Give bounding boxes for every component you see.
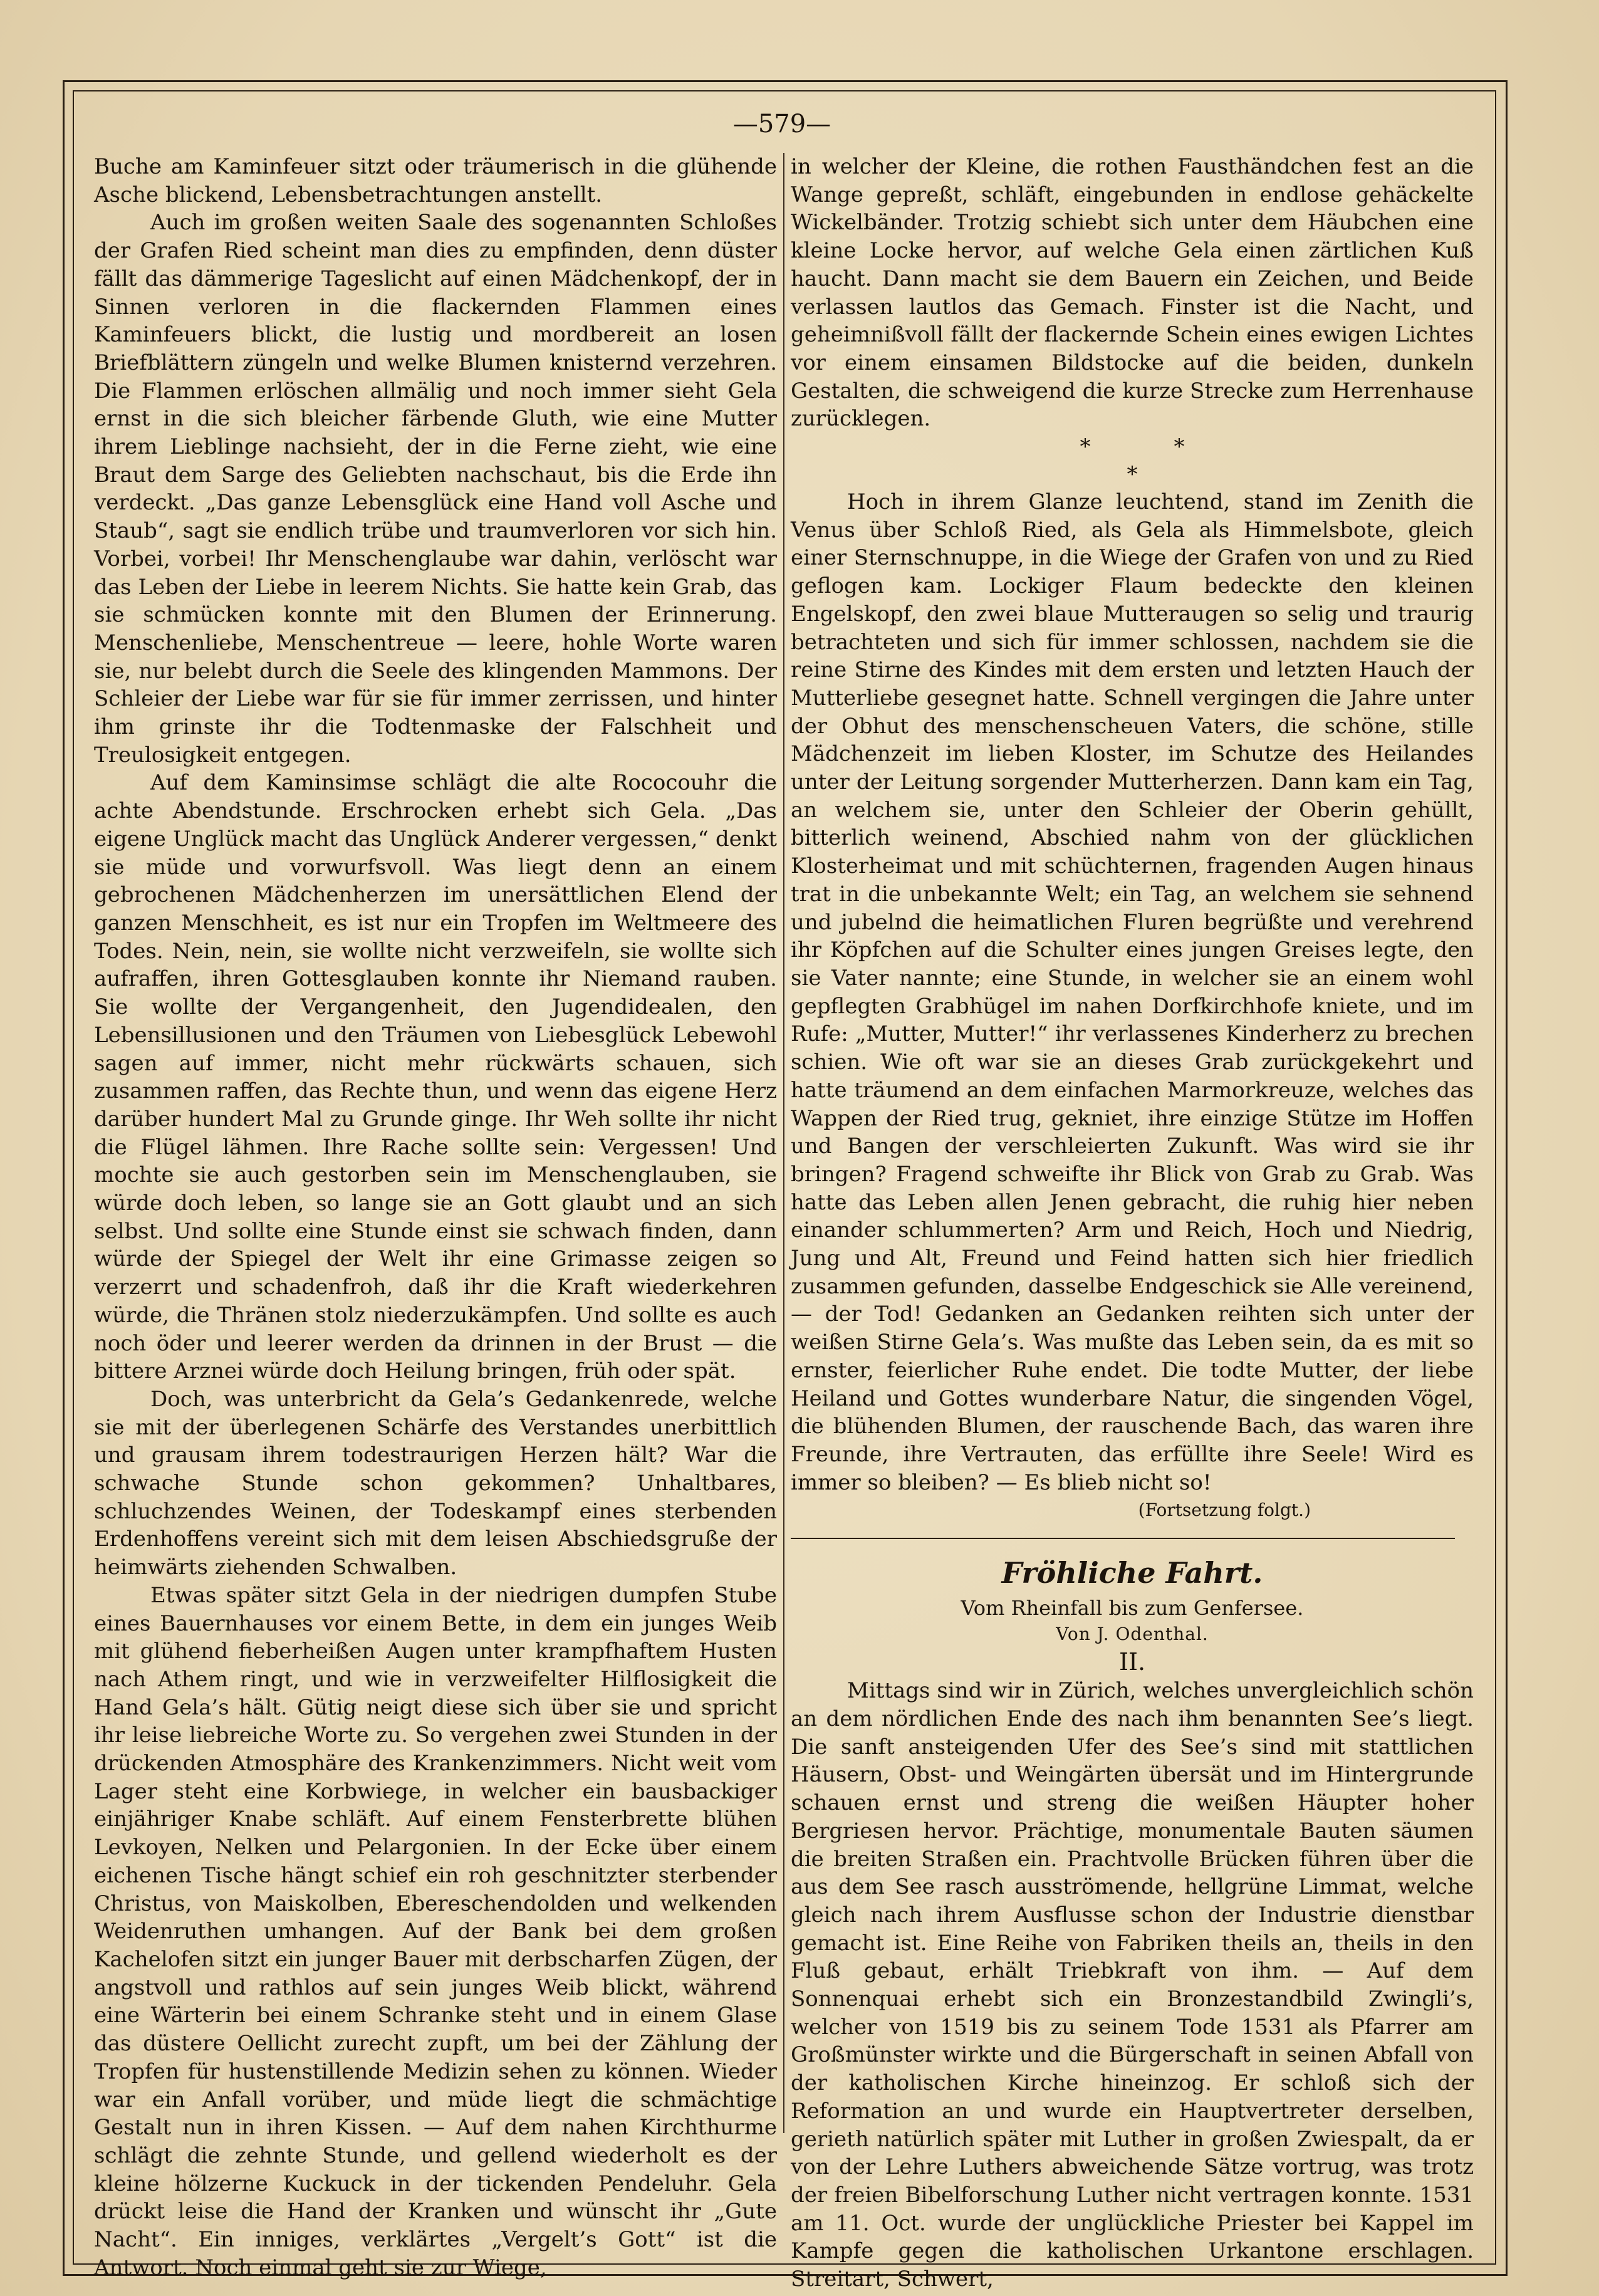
article-subtitle: Vom Rheinfall bis zum Genfersee.	[961, 1596, 1304, 1620]
paragraph: Mittags sind wir in Zürich, welches unvergleichlich schön an dem nördlichen Ende des nach ihm benannten See’s liegt. Die sanft ansteigenden Ufer des See’s sind mit stattlichen Häusern, Obst- und Weingärten übersät und im Hintergrunde schauen ernst und streng die weißen Häupter hoher Bergriesen hervor. Prächtige, monumentale Bauten säumen die breiten Straßen ein. Prachtvolle Brücken führen über die aus dem See rasch ausströmende, hellgrüne Limmat, welche gleich nach ihrem Ausflusse schon der Industrie dienstbar gemacht ist. Eine Reihe von Fabriken theils an, theils in den Fluß gebaut, erhält Triebkraft von ihm. — Auf dem Sonnenquai erhebt sich ein Bronzestandbild Zwingli’s, welcher von 1519 bis zu seinem Tode 1531 als Pfarrer am Großmünster wirkte und die Bürgerschaft in seinen Abfall von der katholischen Kirche hineinzog. Er schloß sich der Reformation an und wurde ein Hauptvertreter derselben, gerieth natürlich später mit Luther in großen Zwiespalt, da er von der Lehre Luthers abweichende Sätze vortrug, was trotz der freien Bibelforschung Luther nicht vertragen konnte. 1531 am 11. Oct. wurde der unglückliche Priester bei Kappel im Kampfe gegen die katholischen Urkantone erschlagen. Streitart, Schwert,	[791, 1678, 1474, 2292]
right-column	[791, 153, 1474, 2292]
continuation-note: (Fortsetzung folgt.)	[1138, 1500, 1311, 1521]
paragraph: Buche am Kaminfeuer sitzt oder träumerisch in die glühende Asche blickend, Lebensbetrachtungen anstellt.	[94, 154, 777, 207]
paragraph: Auch im großen weiten Saale des sogenannten Schloßes der Grafen Ried scheint man dies zu empfinden, denn düster fällt das dämmerige Tageslicht auf einen Mädchenkopf, der in Sinnen verloren in die flackernden Flammen eines Kaminfeuers blickt, die lustig und mordbereit an losen Briefblättern züngeln und welke Blumen knisternd verzehren. Die Flammen erlöschen allmälig und noch immer sieht Gela ernst in die sich bleicher färbende Gluth, wie eine Mutter ihrem Lieblinge nachsieht, der in die Ferne zieht, wie eine Braut dem Sarge des Geliebten nachschaut, bis die Erde ihn verdeckt. „Das ganze Lebensglück eine Hand voll Asche und Staub“, sagt sie endlich trübe und traumverloren vor sich hin. Vorbei, vorbei! Ihr Menschenglaube war dahin, verlöscht war das Leben der Liebe in leerem Nichts. Sie hatte kein Grab, das sie schmücken konnte mit den Blumen der Erinnerung. Menschenliebe, Menschentreue — leere, hohle Worte waren sie, nur belebt durch die Seele des klingenden Mammons. Der Schleier der Liebe war für sie für immer zerrissen, und hinter ihm grinste ihr die Todtenmaske der Falschheit und Treulosigkeit entgegen.	[94, 210, 777, 768]
paragraph: Auf dem Kaminsimse schlägt die alte Rococouhr die achte Abendstunde. Erschrocken erhebt sich Gela. „Das eigene Unglück macht das Unglück Anderer vergessen,“ denkt sie müde und vorwurfsvoll. Was liegt denn an einem gebrochenen Mädchenherzen im unersättlichen Elend der ganzen Menschheit, es ist nur ein Tropfen im Weltmeere des Todes. Nein, nein, sie wollte nicht verzweifeln, sie wollte sich aufraffen, ihren Gottesglauben konnte ihr Niemand rauben. Sie wollte der Vergangenheit, den Jugendidealen, den Lebensillusionen und den Träumen von Liebesglück Lebewohl sagen auf immer, nicht mehr rückwärts schauen, sich zusammen raffen, das Rechte thun, und wenn das eigene Herz darüber hundert Mal zu Grunde ginge. Ihr Weh sollte ihr nicht die Flügel lähmen. Ihre Rache sollte sein: Vergessen! Und mochte sie auch gestorben sein im Menschenglauben, sie würde doch leben, so lange sie an Gott glaubt und an sich selbst. Und sollte eine Stunde einst sie schwach finden, dann würde der Spiegel der Welt ihr eine Grimasse zeigen so verzerrt und schadenfroh, daß ihr die Kraft wiederkehren würde, die Thränen stolz niederzukämpfen. Und sollte es auch noch öder und leerer werden da drinnen in der Brust — die bittere Arznei würde doch Heilung bringen, früh oder spät.	[94, 770, 777, 1384]
article-title: Fröhliche Fahrt.	[1001, 1556, 1263, 1590]
column-divider	[783, 153, 784, 2133]
star: *	[1174, 434, 1185, 460]
page-number: —⁣​579​—	[732, 110, 831, 138]
paragraph: Etwas später sitzt Gela in der niedrigen dumpfen Stube eines Bauernhauses vor einem Bette, in dem ein junges Weib mit glühend fieberheißen Augen unter krampfhaftem Husten nach Athem ringt, und wie in verzweifelter Hilflosigkeit die Hand Gela’s hält. Gütig neigt diese sich über sie und spricht ihr leise liebreiche Worte zu. So vergehen zwei Stunden in der drückenden Atmosphäre des Krankenzimmers. Nicht weit vom Lager steht eine Korbwiege, in welcher ein bausbackiger einjähriger Knabe schläft. Auf einem Fensterbrette blühen Levkoyen, Nelken und Pelargonien. In der Ecke über einem eichenen Tische hängt schief ein roh geschnitzter sterbender Christus, von Maiskolben, Ebereschendolden und welkenden Weidenruthen umhangen. Auf der Bank bei dem großen Kachelofen sitzt ein junger Bauer mit derbscharfen Zügen, der angstvoll und rathlos auf sein junges Weib blickt, während eine Wärterin bei einem Schranke steht und in einem Glase das düstere Oellicht zurecht zupft, um bei der Zählung der Tropfen für hustenstillende Medizin sehen zu können. Wieder war ein Anfall vorüber, und müde liegt die schmächtige Gestalt nun in ihren Kissen. — Auf dem nahen Kirchthurme schlägt die zehnte Stunde, und gellend wiederholt es der kleine hölzerne Kuckuck in der tickenden Pendeluhr. Gela drückt leise die Hand der Kranken und wünscht ihr „Gute Nacht“. Ein inniges, verklärtes „Vergelt’s Gott“ ist die Antwort. Noch einmal geht sie zur Wiege,	[94, 1582, 777, 2280]
paragraph: in welcher der Kleine, die rothen Fausthändchen fest an die Wange gepreßt, schläft, eingebunden in endlose gehäckelte Wickelbänder. Trotzig schiebt sich unter dem Häubchen eine kleine Locke hervor, auf welche Gela einen zärtlichen Kuß haucht. Dann macht sie dem Bauern ein Zeichen, und Beide verlassen lautlos das Gemach. Finster ist die Nacht, und geheimnißvoll fällt der flackernde Schein eines ewigen Lichtes vor einem einsamen Bildstocke auf die beiden, dunkeln Gestalten, die schweigend die kurze Strecke zum Herrenhause zurücklegen.	[791, 154, 1474, 432]
section-divider	[791, 1538, 1455, 1539]
article-part-number: II.	[1118, 1648, 1146, 1676]
paragraph: Doch, was unterbricht da Gela’s Gedankenrede, welche sie mit der überlegenen Schärfe des Verstandes unerbittlich und grausam ihrem todestraurigen Herzen hält? War die schwache Stunde schon gekommen? Unhaltbares, schluchzendes Weinen, der Todeskampf eines sterbenden Erdenhoffens vereint sich mit dem leisen Abschiedsgruße der heimwärts ziehenden Schwalben.	[94, 1386, 777, 1580]
section-star: *	[1127, 462, 1138, 488]
left-column	[94, 153, 777, 2280]
page-number-value: 579	[758, 110, 806, 138]
paragraph: Hoch in ihrem Glanze leuchtend, stand im Zenith die Venus über Schloß Ried, als Gela als Himmelsbote, gleich einer Sternschnuppe, in die Wiege der Grafen von und zu Ried geflogen kam. Lockiger Flaum bedeckte den kleinen Engelskopf, den zwei blaue Mutteraugen so selig und traurig betrachteten und sich für immer schlossen, nachdem sie die reine Stirne des Kindes mit dem ersten und letzten Hauch der Mutterliebe gesegnet hatte. Schnell vergingen die Jahre unter der Obhut des menschenscheuen Vaters, die schöne, stille Mädchenzeit im lieben Kloster, im Schutze des Heilandes unter der Leitung sorgender Mutterherzen. Dann kam ein Tag, an welchem sie, unter den Schleier der Oberin gehüllt, bitterlich weinend, Abschied nahm von der glücklichen Klosterheimat und mit schüchternen, fragenden Augen hinaus trat in die unbekannte Welt; ein Tag, an welchem sie sehnend und jubelnd die heimatlichen Fluren begrüßte und verehrend ihr Köpfchen auf die Schulter eines jungen Greises legte, den sie Vater nannte; eine Stunde, in welcher sie an einem wohl gepflegten Grabhügel im nahen Dorfkirchhofe kniete, und im Rufe: „Mutter, Mutter!“ ihr verlassenes Kinderherz zu brechen schien. Wie oft war sie an dieses Grab zurückgekehrt und hatte träumend an dem einfachen Marmorkreuze, welches das Wappen der Ried trug, gekniet, ihre einzige Stütze im Hoffen und Bangen der verschleierten Zukunft. Was wird sie ihr bringen? Fragend schweifte ihr Blick von Grab zu Grab. Was hatte das Leben allen Jenen gebracht, die ruhig hier neben einander schlummerten? Arm und Reich, Hoch und Niedrig, Jung und Alt, Freund und Feind hatten sich hier friedlich zusammen gefunden, dasselbe Endgeschick sie Alle vereinend, — der Tod! Gedanken an Gedanken reihten sich unter der weißen Stirne Gela’s. Was mußte das Leben sein, da es mit so ernster, feierlicher Ruhe endet. Die todte Mutter, der liebe Heiland und Gottes wunderbare Natur, die singenden Vögel, die blühenden Blumen, der rauschende Bach, das waren ihre Freunde, ihre Vertrauten, das erfüllte ihre Seele! Wird es immer so bleiben? — Es blieb nicht so!	[791, 489, 1474, 1495]
article-author: Von J. Odenthal.	[1056, 1624, 1209, 1645]
star: *	[1080, 434, 1091, 460]
section-stars	[791, 433, 1474, 461]
